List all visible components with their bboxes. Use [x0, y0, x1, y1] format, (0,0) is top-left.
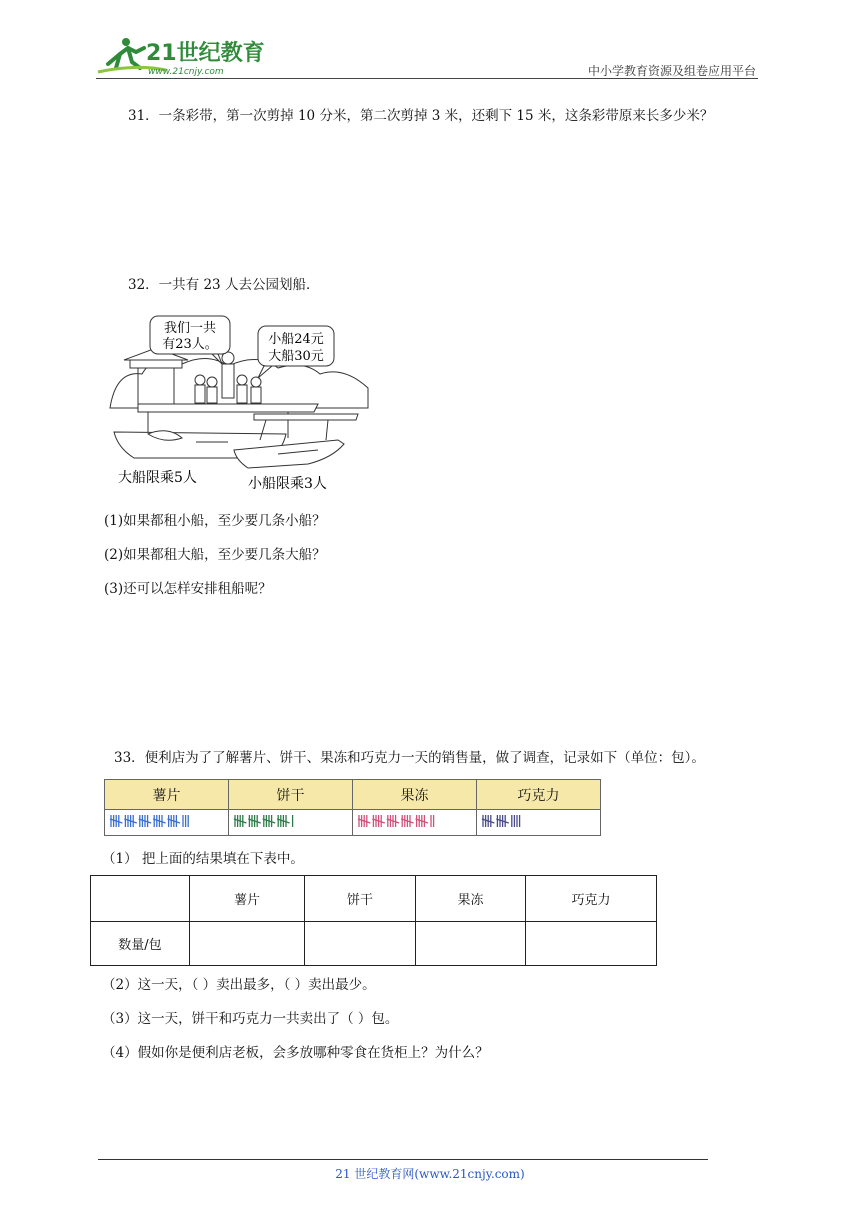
fill-header-blank	[91, 876, 190, 922]
tally-marks-jelly	[353, 810, 477, 836]
question-33-part-2: （2）这一天，（ ）卖出最多，（ ）卖出最少。	[102, 977, 376, 993]
tally-header-chips: 薯片	[105, 780, 229, 810]
fill-header-chocolate: 巧克力	[526, 876, 657, 922]
tally-header-biscuits: 饼干	[229, 780, 353, 810]
svg-text:大船30元: 大船30元	[268, 349, 324, 364]
tally-header-jelly: 果冻	[353, 780, 477, 810]
svg-text:小船24元: 小船24元	[268, 332, 324, 347]
site-logo	[96, 34, 266, 80]
fill-row-label: 数量/包	[91, 922, 190, 966]
question-33-part-1: （1） 把上面的结果填在下表中。	[102, 851, 304, 867]
boat-scene-illustration	[108, 308, 370, 494]
footer-divider	[98, 1159, 708, 1160]
question-32: 32．一共有 23 人去公园划船．	[128, 277, 320, 293]
fill-cell-chips[interactable]	[190, 922, 305, 966]
answer-fill-table	[90, 875, 657, 966]
question-33-part-4: （4）假如你是便利店老板，会多放哪种零食在货柜上？为什么？	[102, 1045, 489, 1061]
header-platform-text: 中小学教育资源及组卷应用平台	[587, 64, 756, 78]
fill-cell-jelly[interactable]	[416, 922, 526, 966]
svg-text:有23人。: 有23人。	[162, 337, 218, 352]
question-33-part-3: （3）这一天，饼干和巧克力一共卖出了（ ）包。	[102, 1011, 399, 1027]
question-31: 31．一条彩带，第一次剪掉 10 分米，第二次剪掉 3 米，还剩下 15 米，这条彩带原来长多少米？	[128, 108, 714, 124]
svg-text:我们一共: 我们一共	[163, 321, 217, 336]
fill-header-biscuits: 饼干	[305, 876, 416, 922]
fill-header-chips: 薯片	[190, 876, 305, 922]
question-33: 33．便利店为了了解薯片、饼干、果冻和巧克力一天的销售量，做了调查，记录如下（单位：包）。	[114, 750, 705, 766]
fill-cell-chocolate[interactable]	[526, 922, 657, 966]
fill-cell-biscuits[interactable]	[305, 922, 416, 966]
question-32-part-2: (2)如果都租大船，至少要几条大船？	[104, 547, 326, 563]
header-divider	[96, 78, 758, 79]
tally-marks-chips	[105, 810, 229, 836]
svg-text:21世纪教育: 21世纪教育	[146, 41, 265, 66]
tally-record-table	[104, 779, 601, 836]
fill-header-jelly: 果冻	[416, 876, 526, 922]
question-32-part-1: (1)如果都租小船，至少要几条小船？	[104, 513, 326, 529]
tally-header-chocolate: 巧克力	[477, 780, 601, 810]
question-32-part-3: (3)还可以怎样安排租船呢？	[104, 581, 272, 597]
caption-small-boat: 小船限乘3人	[248, 476, 327, 492]
caption-big-boat: 大船限乘5人	[118, 470, 197, 486]
tally-marks-biscuits	[229, 810, 353, 836]
tally-marks-chocolate	[477, 810, 601, 836]
svg-text:www.21cnjy.com: www.21cnjy.com	[148, 67, 224, 77]
footer-site-link[interactable]: 21 世纪教育网(www.21cnjy.com)	[335, 1167, 525, 1181]
